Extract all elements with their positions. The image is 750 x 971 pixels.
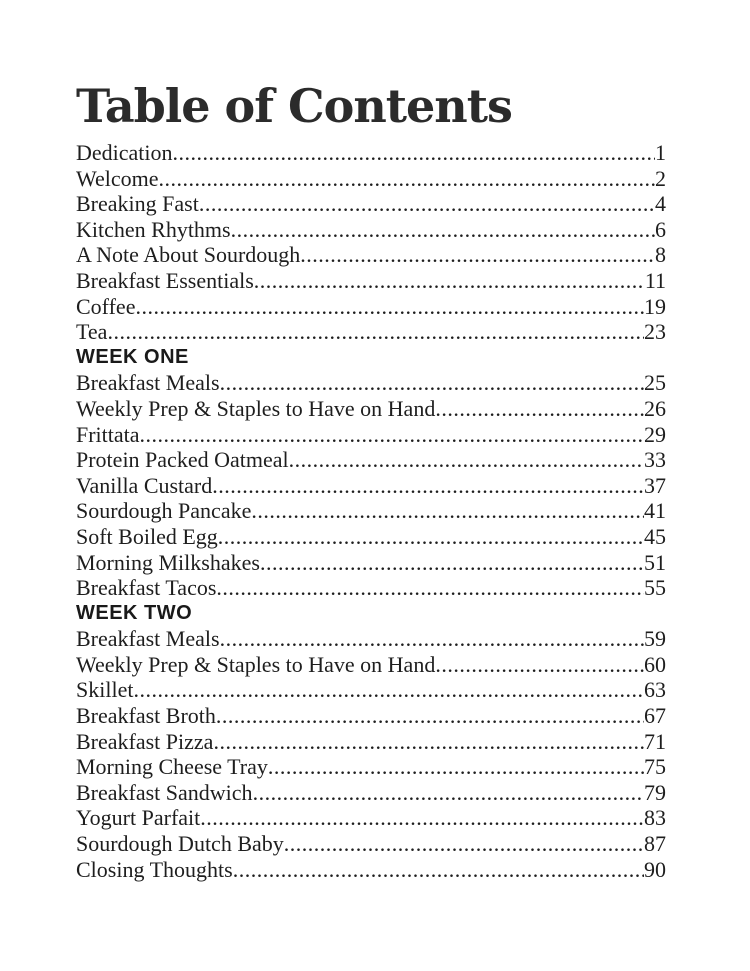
toc-entry-page: 41	[644, 498, 666, 524]
dot-leader	[231, 217, 655, 243]
toc-entry-label: Tea	[76, 319, 108, 345]
toc-entry	[76, 166, 666, 192]
toc-entry	[76, 729, 666, 755]
toc-entry-page: 25	[644, 370, 666, 396]
dot-leader	[435, 396, 644, 422]
toc-entry-page: 67	[644, 703, 666, 729]
toc-entry-page: 51	[644, 549, 666, 575]
toc-entry-page: 8	[655, 242, 666, 268]
toc-entry-label: Vanilla Custard	[76, 472, 213, 498]
toc-entry	[76, 498, 666, 524]
dot-leader	[233, 857, 644, 883]
toc-entry-page: 19	[644, 293, 666, 319]
toc-entry	[76, 242, 666, 268]
toc-entry-page: 75	[644, 754, 666, 780]
toc-entry-page: 11	[644, 267, 666, 293]
dot-leader	[200, 805, 644, 831]
toc-entry-label: Morning Cheese Tray	[76, 754, 268, 780]
toc-entry-page: 2	[655, 165, 666, 191]
toc-entry	[76, 626, 666, 652]
dot-leader	[213, 729, 644, 755]
dot-leader	[435, 652, 644, 678]
dot-leader	[284, 831, 644, 857]
toc-entry	[76, 805, 666, 831]
toc-entry	[76, 140, 666, 166]
toc-entry-label: A Note About Sourdough	[76, 242, 301, 268]
toc-entry-label: Welcome	[76, 165, 159, 191]
toc-entry-label: Breakfast Meals	[76, 370, 220, 396]
toc-entry-label: Breakfast Essentials	[76, 267, 254, 293]
toc-entry-page: 79	[644, 779, 666, 805]
section-heading-week-two: WEEK TWO	[76, 601, 193, 624]
dot-leader	[268, 754, 644, 780]
toc-entry	[76, 370, 666, 396]
toc-entry	[76, 780, 666, 806]
toc-entry-page: 90	[644, 856, 666, 882]
toc-entry	[76, 857, 666, 883]
toc-entry-page: 83	[644, 805, 666, 831]
toc-entry-page: 87	[644, 831, 666, 857]
toc-entry-label: Sourdough Dutch Baby	[76, 831, 284, 857]
toc-entry-label: Frittata	[76, 421, 140, 447]
dot-leader	[173, 140, 655, 166]
dot-leader	[260, 550, 644, 576]
toc-entry-label: Breakfast Broth	[76, 703, 216, 729]
toc-entry-label: Coffee	[76, 293, 136, 319]
dot-leader	[199, 191, 655, 217]
toc-entry-page: 60	[644, 651, 666, 677]
dot-leader	[135, 294, 644, 320]
toc-entry-label: Breaking Fast	[76, 191, 199, 217]
dot-leader	[220, 370, 644, 396]
toc-entry	[76, 447, 666, 473]
toc-entry-label: Breakfast Sandwich	[76, 779, 253, 805]
toc-entry-page: 1	[655, 140, 666, 165]
toc-entry-page: 6	[655, 216, 666, 242]
toc-entry-page: 29	[644, 421, 666, 447]
toc-entry	[76, 831, 666, 857]
dot-leader	[251, 498, 644, 524]
dot-leader	[218, 524, 644, 550]
toc-entry	[76, 191, 666, 217]
toc-entry-label: Sourdough Pancake	[76, 498, 252, 524]
dot-leader	[254, 268, 645, 294]
dot-leader	[300, 242, 655, 268]
toc-entry-label: Breakfast Tacos	[76, 575, 217, 601]
dot-leader	[140, 422, 644, 448]
toc-entry-page: 55	[644, 575, 666, 601]
toc-entry-label: Kitchen Rhythms	[76, 216, 231, 242]
toc-entry	[76, 217, 666, 243]
toc-entry-label: Morning Milkshakes	[76, 549, 260, 575]
toc-entry	[76, 652, 666, 678]
toc-entry	[76, 473, 666, 499]
toc-entry-label: Dedication	[76, 140, 173, 165]
toc-entry-label: Yogurt Parfait	[76, 805, 201, 831]
toc-entry-page: 71	[644, 728, 666, 754]
toc-entry	[76, 396, 666, 422]
dot-leader	[133, 677, 644, 703]
toc-entry	[76, 575, 666, 601]
toc-entry-label: Weekly Prep & Staples to Have on Hand	[76, 651, 436, 677]
dot-leader	[107, 319, 644, 345]
toc-entry-page: 63	[644, 677, 666, 703]
toc-entry	[76, 422, 666, 448]
toc-entry	[76, 294, 666, 320]
toc-entry-label: Skillet	[76, 677, 134, 703]
toc-entry-label: Weekly Prep & Staples to Have on Hand	[76, 395, 436, 421]
dot-leader	[216, 703, 644, 729]
toc-entry	[76, 268, 666, 294]
dot-leader	[216, 575, 644, 601]
toc-entry-page: 37	[644, 472, 666, 498]
toc-entry	[76, 703, 666, 729]
toc-entry	[76, 524, 666, 550]
toc-entry-label: Protein Packed Oatmeal	[76, 447, 289, 473]
toc-entry	[76, 754, 666, 780]
dot-leader	[253, 780, 644, 806]
toc-entry-label: Breakfast Pizza	[76, 728, 214, 754]
toc-entry	[76, 550, 666, 576]
toc-entry-label: Soft Boiled Egg	[76, 523, 218, 549]
table-of-contents	[76, 140, 666, 882]
toc-entry-page: 23	[644, 319, 666, 345]
toc-entry	[76, 677, 666, 703]
dot-leader	[159, 166, 655, 192]
dot-leader	[289, 447, 644, 473]
toc-entry-page: 4	[655, 191, 666, 217]
toc-entry-page: 33	[644, 447, 666, 473]
dot-leader	[220, 626, 644, 652]
page-title: Table of Contents	[76, 79, 512, 133]
toc-entry-page: 59	[644, 626, 666, 652]
toc-entry	[76, 319, 666, 345]
dot-leader	[212, 473, 644, 499]
toc-entry-label: Closing Thoughts	[76, 856, 233, 882]
toc-entry-page: 45	[644, 523, 666, 549]
section-heading-week-one: WEEK ONE	[76, 345, 189, 368]
toc-entry-label: Breakfast Meals	[76, 626, 220, 652]
toc-entry-page: 26	[644, 395, 666, 421]
